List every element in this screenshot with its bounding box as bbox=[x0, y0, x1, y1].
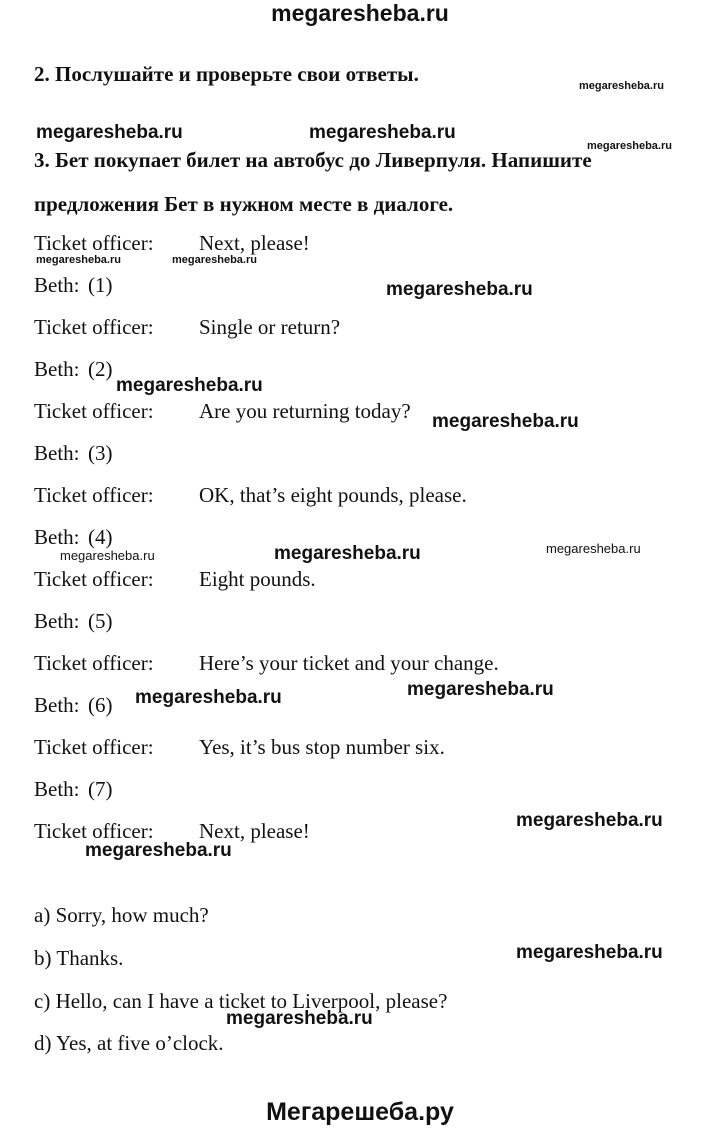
dialogue-text: Yes, it’s bus stop number six. bbox=[199, 735, 445, 759]
watermark: megaresheba.ru bbox=[309, 122, 456, 143]
task-3-heading-line1: 3. Бет покупает билет на автобус до Ливерпуля. Напишите bbox=[34, 148, 592, 172]
dialogue-speaker: Ticket officer: bbox=[34, 231, 154, 255]
watermark: megaresheba.ru bbox=[226, 1008, 373, 1029]
dialogue-text: (5) bbox=[88, 609, 113, 633]
dialogue-text: Eight pounds. bbox=[199, 567, 316, 591]
dialogue-text: OK, that’s eight pounds, please. bbox=[199, 483, 467, 507]
dialogue-speaker: Beth: bbox=[34, 777, 80, 801]
watermark: megaresheba.ru bbox=[516, 942, 663, 963]
watermark: megaresheba.ru bbox=[386, 279, 533, 300]
option-d: d) Yes, at five o’clock. bbox=[34, 1031, 224, 1055]
watermark: megaresheba.ru bbox=[36, 254, 121, 266]
option-b: b) Thanks. bbox=[34, 946, 124, 970]
watermark: megaresheba.ru bbox=[407, 679, 554, 700]
dialogue-speaker: Beth: bbox=[34, 441, 80, 465]
dialogue-text: (1) bbox=[88, 273, 113, 297]
dialogue-speaker: Beth: bbox=[34, 525, 80, 549]
watermark: megaresheba.ru bbox=[60, 548, 155, 563]
watermark: megaresheba.ru bbox=[172, 254, 257, 266]
dialogue-text: Are you returning today? bbox=[199, 399, 411, 423]
option-c: c) Hello, can I have a ticket to Liverpool, please? bbox=[34, 989, 448, 1013]
task-3-heading-line2: предложения Бет в нужном месте в диалоге. bbox=[34, 192, 454, 216]
option-a: a) Sorry, how much? bbox=[34, 903, 209, 927]
dialogue-speaker: Ticket officer: bbox=[34, 315, 154, 339]
dialogue-text: Single or return? bbox=[199, 315, 341, 339]
watermark: megaresheba.ru bbox=[579, 80, 664, 92]
dialogue-text: (4) bbox=[88, 525, 113, 549]
dialogue-text: (3) bbox=[88, 441, 113, 465]
watermark: megaresheba.ru bbox=[85, 840, 232, 861]
watermark: megaresheba.ru bbox=[587, 140, 672, 152]
dialogue-speaker: Beth: bbox=[34, 693, 80, 717]
dialogue-speaker: Beth: bbox=[34, 357, 80, 381]
site-header: megaresheba.ru bbox=[271, 0, 449, 26]
watermark: megaresheba.ru bbox=[274, 543, 421, 564]
dialogue-speaker: Beth: bbox=[34, 609, 80, 633]
dialogue-speaker: Ticket officer: bbox=[34, 651, 154, 675]
dialogue-speaker: Ticket officer: bbox=[34, 483, 154, 507]
site-footer: Мегарешеба.ру bbox=[266, 1098, 454, 1126]
dialogue-text: (2) bbox=[88, 357, 113, 381]
watermark: megaresheba.ru bbox=[116, 375, 263, 396]
dialogue-text: (6) bbox=[88, 693, 113, 717]
watermark: megaresheba.ru bbox=[135, 687, 282, 708]
dialogue-speaker: Ticket officer: bbox=[34, 735, 154, 759]
dialogue-speaker: Beth: bbox=[34, 273, 80, 297]
dialogue-speaker: Ticket officer: bbox=[34, 567, 154, 591]
dialogue-text: Next, please! bbox=[199, 231, 310, 255]
dialogue-text: Next, please! bbox=[199, 819, 310, 843]
dialogue-text: (7) bbox=[88, 777, 113, 801]
dialogue-speaker: Ticket officer: bbox=[34, 819, 154, 843]
watermark: megaresheba.ru bbox=[432, 411, 579, 432]
dialogue-speaker: Ticket officer: bbox=[34, 399, 154, 423]
watermark: megaresheba.ru bbox=[546, 541, 641, 556]
watermark: megaresheba.ru bbox=[36, 122, 183, 143]
dialogue-text: Here’s your ticket and your change. bbox=[199, 651, 499, 675]
watermark: megaresheba.ru bbox=[516, 810, 663, 831]
task-2-heading: 2. Послушайте и проверьте свои ответы. bbox=[34, 62, 419, 86]
